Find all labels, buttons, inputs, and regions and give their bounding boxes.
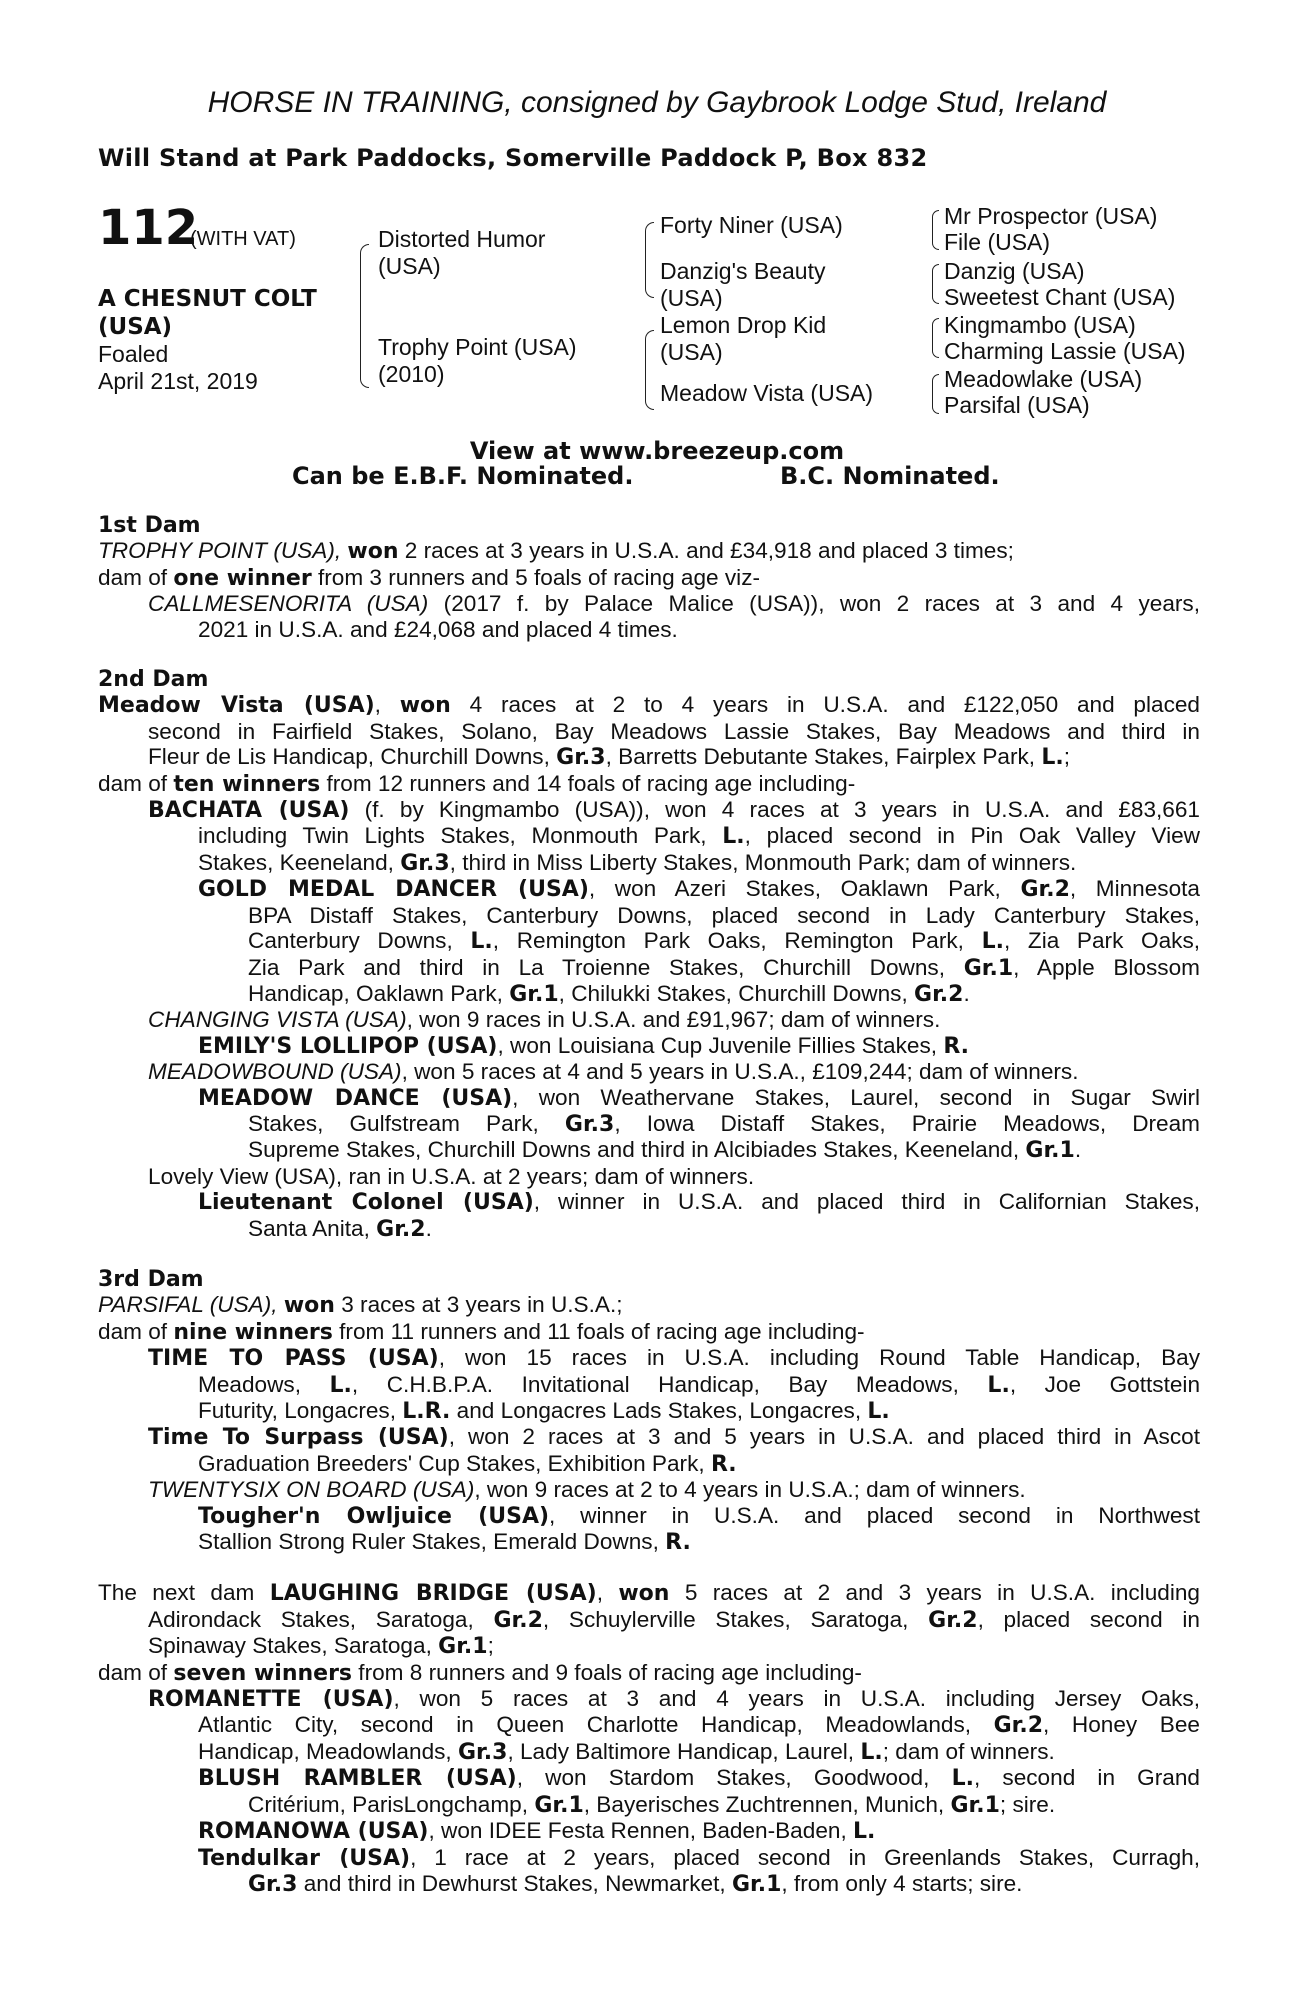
text-next-dam-br-name: BLUSH RAMBLER (USA) [198, 1766, 517, 1792]
text-next-dam-prefix: The next dam [98, 1580, 255, 1606]
pedigree-brace-1 [360, 244, 369, 388]
second-dam-name: Meadow Vista (USA) [98, 693, 375, 719]
text-second-dam-line3e: ; [1063, 744, 1071, 770]
text-next-dam-br-2e: ; sire. [999, 1791, 1056, 1817]
foaled-label: Foaled [98, 341, 169, 367]
text-next-dam-rom-3a: Handicap, Meadowlands, [198, 1738, 452, 1764]
text-next-dam-line3c: ; [487, 1633, 494, 1659]
first-dam-won: won [347, 539, 399, 565]
text-second-dam-lc-1: , winner in U.S.A. and placed third in Californian Stakes, [533, 1189, 1201, 1215]
text-third-dam-dam-of-text: from 11 runners and 11 foals of racing age including- [339, 1318, 865, 1344]
time-to-pass-2 [198, 1372, 1200, 1398]
vat-label: (WITH VAT) [190, 228, 296, 250]
text-second-dam-gmd-5b: Gr.1 [509, 981, 559, 1007]
text-second-dam-gmd-1b: Gr.2 [1020, 877, 1070, 903]
text-third-dam-tts-1: , won 2 races at 3 and 5 years in U.S.A. and placed third in Ascot [448, 1424, 1200, 1450]
text-second-dam-gmd-4b: Gr.1 [963, 955, 1014, 981]
changing-vista-entry [148, 1007, 1200, 1032]
text-second-dam-bachata-3c: , third in Miss Liberty Stakes, Monmouth Park; dam of winners. [449, 849, 1077, 875]
text-second-dam-gmd-4a: Zia Park and third in La Troienne Stakes, Churchill Downs, [248, 954, 945, 980]
pedigree-dam-dam: Meadow Vista (USA) [660, 380, 874, 406]
produce-text: (2017 f. by Palace Malice (USA)), won 2 races at 3 and 4 years, [443, 591, 1200, 617]
text-third-dam-to-2a: Stallion Strong Ruler Stakes, Emerald Downs, [198, 1529, 659, 1555]
emilys-lollipop-entry [198, 1033, 1200, 1059]
bachata-entry [148, 797, 1200, 823]
gold-medal-dancer-entry [198, 876, 1200, 902]
lieutenant-colonel-2 [248, 1216, 1200, 1242]
text-next-dam-ten-2d: , from only 4 starts; sire. [781, 1870, 1023, 1896]
text-third-dam-ttp-name: TIME TO PASS (USA) [148, 1346, 439, 1372]
foaled-date: April 21st, 2019 [98, 368, 258, 394]
first-dam-foals: from 3 runners and 5 foals of racing age viz- [317, 564, 761, 590]
text-second-dam-gmd-5c: , Chilukki Stakes, Churchill Downs, [558, 980, 908, 1006]
time-to-pass-entry [148, 1345, 1200, 1371]
text-third-dam-ttp-2b: L. [329, 1372, 352, 1398]
first-dam-dam-of: dam of [98, 564, 168, 590]
text-second-dam-md-3a: Supreme Stakes, Churchill Downs and third in Alcibiades Stakes, Keeneland, [248, 1137, 1020, 1163]
blush-rambler-2 [248, 1792, 1200, 1818]
time-to-surpass-entry [148, 1424, 1200, 1450]
pedigree-brace-2 [645, 222, 654, 298]
toughern-owljuice-entry [198, 1503, 1200, 1529]
horse-description-line2: (USA) [98, 314, 173, 340]
text-second-dam-md-2c: , Iowa Distaff Stakes, Prairie Meadows, Dream [614, 1110, 1200, 1136]
text-second-dam-bachata-2c: , placed second in Pin Oak Valley View [744, 823, 1200, 849]
text-next-dam-rom-3c: , Lady Baltimore Handicap, Laurel, [507, 1738, 855, 1764]
text-third-dam-to-name: Tougher'n Owljuice (USA) [198, 1503, 550, 1529]
first-dam-heading: 1st Dam [98, 513, 201, 538]
pedigree-g6: Charming Lassie (USA) [944, 338, 1186, 364]
text-next-dam-ten-name: Tendulkar (USA) [198, 1845, 411, 1871]
text-second-dam-gmd-4c: , Apple Blossom [1013, 954, 1200, 980]
pedigree-g2: File (USA) [944, 229, 1051, 255]
text-third-dam-to-1: , winner in U.S.A. and placed second in Northwest [549, 1502, 1200, 1528]
text-third-dam-ttp-3d: L. [867, 1399, 890, 1424]
text-next-dam-rom-2: Atlantic City, second in Queen Charlotte Handicap, Meadowlands, [198, 1712, 972, 1738]
text-second-dam-md-1: , won Weathervane Stakes, Laurel, second in Sugar Swirl [512, 1084, 1201, 1110]
text-third-dam-dam-of: dam of [98, 1318, 168, 1344]
text-third-dam-ttp-1: , won 15 races in U.S.A. including Round Table Handicap, Bay [438, 1345, 1200, 1371]
first-dam-produce-cont: 2021 in U.S.A. and £24,068 and placed 4 times. [198, 616, 678, 642]
ebf-nomination: Can be E.B.F. Nominated. [292, 462, 634, 490]
pedigree-g5: Kingmambo (USA) [944, 312, 1136, 338]
pedigree-dam-sire: Lemon Drop Kid (USA) [660, 312, 827, 365]
second-dam-produce-summary [98, 771, 1200, 797]
text-third-dam-to-2b: R. [665, 1530, 691, 1556]
pedigree-brace-7 [932, 374, 939, 414]
text-second-dam-gmd-5d: Gr.2 [914, 981, 964, 1007]
text-third-dam-won: won [283, 1293, 335, 1319]
text-second-dam-mb-text: , won 5 races at 4 and 5 years in U.S.A., £109,244; dam of winners. [401, 1059, 1079, 1085]
text-next-dam-line2d: Gr.2 [928, 1607, 978, 1633]
text-second-dam-gmd-3b: L. [470, 929, 493, 955]
gold-medal-dancer-2: BPA Distaff Stakes, Canterbury Downs, placed second in Lady Canterbury Stakes, [248, 902, 1200, 928]
pedigree-g1: Mr Prospector (USA) [944, 203, 1158, 229]
romanette-entry [148, 1686, 1200, 1712]
text-second-dam-md-3b: Gr.1 [1025, 1138, 1075, 1164]
third-dam-produce-summary [98, 1319, 1200, 1345]
text-second-dam-gmd-3a: Canterbury Downs, [248, 928, 453, 954]
text-next-dam-br-1b: L. [951, 1766, 974, 1792]
text-next-dam-won: won [618, 1581, 670, 1607]
first-dam-winners: one winner [173, 565, 312, 591]
text-next-dam-rom-3e: ; dam of winners. [882, 1738, 1055, 1764]
text-next-dam-ten-2b: and third in Dewhurst Stakes, Newmarket, [303, 1870, 726, 1896]
text-next-dam-line2a: Adirondack Stakes, Saratoga, [148, 1606, 474, 1632]
text-next-dam-br-2c: , Bayerisches Zuchtrennen, Munich, [583, 1791, 945, 1817]
text-second-dam-gmd-3d: L. [981, 929, 1004, 955]
text-next-dam-rom-1: , won 5 races at 3 and 4 years in U.S.A. including Jersey Oaks, [393, 1686, 1200, 1712]
text-next-dam-rom-name: ROMANETTE (USA) [148, 1687, 394, 1713]
next-dam-record: The next dam LAUGHING BRIDGE (USA), won 5 races at 2 and 3 years in U.S.A. including [98, 1580, 1200, 1607]
second-dam-heading: 2nd Dam [98, 667, 209, 693]
second-dam-record: Meadow Vista (USA), won 4 races at 2 to 4 years in U.S.A. and £122,050 and placed [98, 692, 1200, 719]
stand-location: Will Stand at Park Paddocks, Somerville Paddock P, Box 832 [98, 144, 928, 172]
first-dam-produce [148, 591, 1200, 616]
text-second-dam-bachata-3b: Gr.3 [400, 850, 450, 876]
next-dam-line2 [148, 1607, 1200, 1633]
romanowa-entry [198, 1818, 1200, 1844]
text-second-dam-lc-2a: Santa Anita, [248, 1215, 370, 1241]
text-second-dam-gmd-1c: , Minnesota [1069, 876, 1200, 902]
text-second-dam-md-2b: Gr.3 [564, 1111, 615, 1137]
pedigree-dam: Trophy Point (USA) (2010) [378, 334, 577, 387]
text-next-dam-rom-2b: Gr.2 [993, 1713, 1044, 1739]
romanette-3 [198, 1739, 1200, 1765]
pedigree-g7: Meadowlake (USA) [944, 366, 1143, 392]
text-third-dam-tts-2a: Graduation Breeders' Cup Stakes, Exhibition Park, [198, 1450, 705, 1476]
text-next-dam-rom-2c: , Honey Bee [1043, 1712, 1200, 1738]
text-next-dam-ten-2a: Gr.3 [248, 1871, 298, 1897]
text-next-dam-rom-3b: Gr.3 [458, 1739, 508, 1765]
text-second-dam-gmd-5e: . [963, 980, 970, 1006]
twentysix-on-board-entry [148, 1477, 1200, 1502]
time-to-surpass-2 [198, 1451, 1200, 1477]
text-next-dam-dam-of: dam of [98, 1659, 168, 1685]
text-next-dam-rw-text: , won IDEE Festa Rennen, Baden-Baden, [428, 1818, 847, 1844]
blush-rambler-entry [198, 1765, 1200, 1791]
text-second-dam-el-r: R. [943, 1033, 970, 1059]
text-second-dam-mb-name: MEADOWBOUND (USA) [148, 1059, 402, 1085]
gold-medal-dancer-5 [248, 981, 1200, 1007]
horse-description [98, 285, 358, 341]
foaled-info [98, 341, 358, 395]
text-next-dam-name: LAUGHING BRIDGE (USA) [269, 1581, 597, 1607]
text-third-dam-winners: nine winners [173, 1319, 333, 1345]
text-second-dam-gmd-5a: Handicap, Oaklawn Park, [248, 980, 503, 1006]
text-third-dam-ttp-3c: and Longacres Lads Stakes, Longacres, [456, 1398, 862, 1423]
third-dam-heading: 3rd Dam [98, 1266, 204, 1292]
text-second-dam-md-3c: . [1074, 1137, 1082, 1163]
text-next-dam-br-2a: Critérium, ParisLongchamp, [248, 1791, 529, 1817]
text-second-dam-lc-2c: . [425, 1215, 432, 1241]
text-next-dam-line3b: Gr.1 [438, 1634, 488, 1660]
second-dam-won: won [399, 693, 451, 719]
text-second-dam-el-name: EMILY'S LOLLIPOP (USA) [198, 1033, 498, 1059]
text-second-dam-line3d: L. [1041, 745, 1064, 771]
text-next-dam-rw-name: ROMANOWA (USA) [198, 1819, 429, 1845]
pedigree-brace-4 [932, 210, 939, 250]
text-second-dam-dam-of: dam of [98, 770, 168, 796]
pedigree-brace-3 [645, 330, 654, 410]
catalogue-body [98, 513, 1200, 1897]
text-next-dam-dam-of-text: from 8 runners and 9 foals of racing age including- [358, 1659, 862, 1685]
text-next-dam-ten-2c: Gr.1 [731, 1871, 782, 1897]
text-third-dam-tts-name: Time To Surpass (USA) [148, 1425, 449, 1451]
gold-medal-dancer-4 [248, 955, 1200, 981]
produce-name: CALLMESENORITA (USA) [148, 591, 429, 617]
text-next-dam-line1: 5 races at 2 and 3 years in U.S.A. including [684, 1580, 1200, 1606]
pedigree-g4: Sweetest Chant (USA) [944, 284, 1176, 310]
text-third-dam-ttp-2d: L. [987, 1372, 1010, 1398]
text-next-dam-line3a: Spinaway Stakes, Saratoga, [148, 1633, 432, 1659]
text-second-dam-gmd-3e: , Zia Park Oaks, [1003, 928, 1201, 954]
text-next-dam-br-1a: , won Stardom Stakes, Goodwood, [516, 1765, 930, 1791]
pedigree-sire-sire: Forty Niner (USA) [660, 212, 843, 238]
pedigree-sire-dam: Danzig's Beauty (USA) [660, 258, 826, 311]
text-next-dam-rom-3d: L. [860, 1739, 883, 1765]
page-title: HORSE IN TRAINING, consigned by Gaybrook Lodge Stud, Ireland [207, 86, 1107, 119]
text-third-dam-ttp-2c: , C.H.B.P.A. Invitational Handicap, Bay Meadows, [351, 1371, 959, 1397]
text-second-dam-bachata-2b: L. [722, 824, 745, 850]
first-dam-text: 2 races at 3 years in U.S.A. and £34,918 and placed 3 times; [404, 538, 1014, 564]
toughern-owljuice-2 [198, 1529, 1200, 1555]
text-third-dam-ttp-2a: Meadows, [198, 1371, 301, 1397]
bachata-entry-3 [198, 850, 1200, 876]
text-second-dam-cv-name: CHANGING VISTA (USA) [148, 1007, 407, 1033]
time-to-pass-3 [198, 1398, 1200, 1424]
text-next-dam-br-2d: Gr.1 [950, 1792, 1000, 1818]
lovely-view-entry: Lovely View (USA), ran in U.S.A. at 2 years; dam of winners. [148, 1163, 755, 1189]
first-dam-produce-summary [98, 565, 1200, 591]
meadowbound-entry [148, 1059, 1200, 1084]
lieutenant-colonel-entry [198, 1189, 1200, 1215]
tendulkar-2 [248, 1871, 1200, 1897]
text-next-dam-br-2b: Gr.1 [534, 1792, 584, 1818]
romanette-2 [198, 1712, 1200, 1738]
text-next-dam-line2b: Gr.2 [493, 1607, 543, 1633]
text-third-dam-tts-2b: R. [710, 1451, 737, 1477]
second-dam-line: 4 races at 2 to 4 years in U.S.A. and £122,050 and placed [469, 692, 1200, 718]
view-link: View at www.breezeup.com [469, 437, 845, 465]
text-second-dam-el-text: , won Louisiana Cup Juvenile Fillies Stakes, [497, 1032, 938, 1058]
pedigree-brace-5 [932, 264, 939, 304]
text-third-dam-ttp-3b: L.R. [402, 1399, 451, 1424]
text-second-dam-gmd-name: GOLD MEDAL DANCER (USA) [198, 877, 589, 903]
bachata-entry-2 [198, 823, 1200, 849]
text-second-dam-bachata-3a: Stakes, Keeneland, [198, 849, 394, 875]
pedigree-brace-6 [932, 318, 939, 358]
first-dam-name: TROPHY POINT (USA), [98, 538, 342, 564]
text-second-dam-gmd-3c: , Remington Park Oaks, Remington Park, [492, 928, 964, 954]
text-second-dam-dam-of-text: from 12 runners and 14 foals of racing age including- [326, 770, 856, 796]
text-second-dam-bachata-2a: including Twin Lights Stakes, Monmouth Park, [198, 823, 707, 849]
text-third-dam-text1: 3 races at 3 years in U.S.A.; [341, 1292, 623, 1318]
text-next-dam-line2c: , Schuylerville Stakes, Saratoga, [542, 1606, 909, 1632]
text-second-dam-lc-2b: Gr.2 [376, 1216, 426, 1242]
text-second-dam-winners: ten winners [173, 771, 321, 797]
text-second-dam-md-name: MEADOW DANCE (USA) [198, 1085, 513, 1111]
third-dam-record [98, 1292, 1200, 1318]
text-second-dam-bachata-1: (f. by Kingmambo (USA)), won 4 races at 3 years in U.S.A. and £83,661 [364, 797, 1201, 823]
text-next-dam-winners: seven winners [173, 1660, 353, 1686]
text-second-dam-cv-text: , won 9 races in U.S.A. and £91,967; dam of winners. [406, 1007, 941, 1033]
lot-number: 112 [98, 200, 199, 256]
pedigree-sire: Distorted Humor (USA) [378, 226, 546, 279]
text-next-dam-ten-1: , 1 race at 2 years, placed second in Greenlands Stakes, Curragh, [410, 1844, 1200, 1870]
text-second-dam-lc-name: Lieutenant Colonel (USA) [198, 1190, 534, 1216]
text-second-dam-line3a: Fleur de Lis Handicap, Churchill Downs, [148, 744, 550, 770]
text-second-dam-line3c: , Barretts Debutante Stakes, Fairplex Park, [605, 744, 1036, 770]
text-third-dam-name: PARSIFAL (USA), [98, 1292, 278, 1318]
text-next-dam-rw-l: L. [853, 1819, 876, 1845]
meadow-dance-2 [248, 1111, 1200, 1137]
text-second-dam-md-2a: Stakes, Gulfstream Park, [248, 1110, 539, 1136]
text-third-dam-tob-text: , won 9 races at 2 to 4 years in U.S.A.; dam of winners. [474, 1477, 1026, 1503]
horse-description-line1: A CHESNUT COLT [98, 286, 317, 312]
next-dam-produce-summary [98, 1660, 1200, 1686]
next-dam-line3 [148, 1633, 1200, 1659]
meadow-dance-entry [198, 1085, 1200, 1111]
bc-nomination: B.C. Nominated. [780, 462, 1000, 490]
text-third-dam-tob-name: TWENTYSIX ON BOARD (USA) [148, 1477, 475, 1503]
pedigree-g3: Danzig (USA) [944, 258, 1085, 284]
text-next-dam-br-1c: , second in Grand [973, 1765, 1200, 1791]
text-second-dam-gmd-1a: , won Azeri Stakes, Oaklawn Park, [588, 876, 1001, 902]
text-next-dam-line2e: , placed second in [977, 1606, 1200, 1632]
text-third-dam-ttp-2e: , Joe Gottstein [1009, 1371, 1201, 1397]
second-dam-line2: second in Fairfield Stakes, Solano, Bay Meadows Lassie Stakes, Bay Meadows and third in [148, 718, 1200, 744]
first-dam-record [98, 538, 1200, 564]
meadow-dance-3 [248, 1137, 1200, 1163]
gold-medal-dancer-3 [248, 928, 1200, 954]
text-second-dam-bachata-name: BACHATA (USA) [148, 798, 350, 824]
tendulkar-entry [198, 1845, 1200, 1871]
text-third-dam-ttp-3a: Futurity, Longacres, [198, 1398, 396, 1423]
pedigree-g8: Parsifal (USA) [944, 392, 1090, 418]
text-second-dam-line3b: Gr.3 [556, 745, 606, 771]
second-dam-line3 [148, 744, 1200, 770]
